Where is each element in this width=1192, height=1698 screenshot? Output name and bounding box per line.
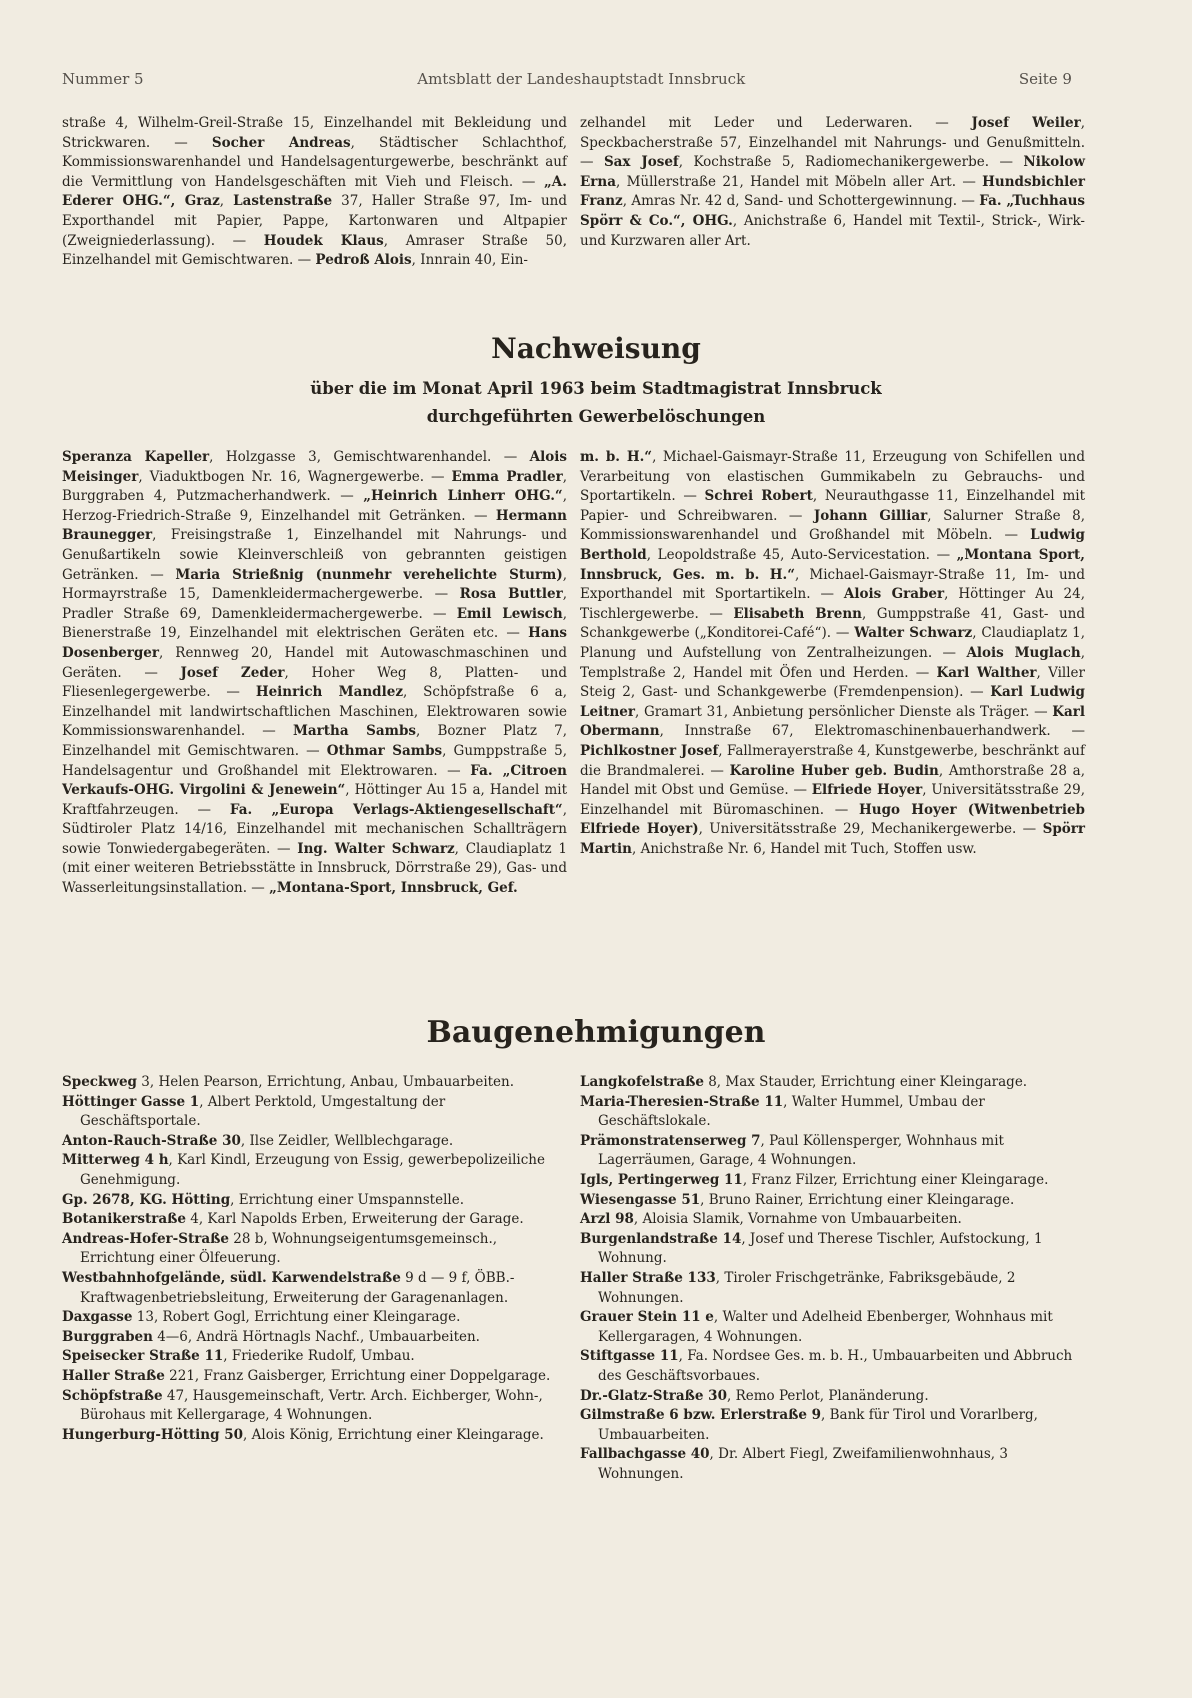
permit-location: Wiesengasse 51: [580, 1191, 701, 1208]
entry-text: , Amraser Straße 50, Einzelhandel mit Gemischtwaren. —: [62, 232, 567, 269]
permit-entry: [62, 1308, 567, 1328]
permit-entry: [62, 1132, 567, 1152]
permit-entry: [580, 1073, 1085, 1093]
entry-name: Ludwig Berthold: [580, 527, 1085, 563]
permit-location: Hungerburg-Hötting 50: [62, 1426, 244, 1443]
entry-name: Maria Strießnig (nunmehr verehelichte Sturm): [175, 566, 563, 583]
entry-name: Elfriede Hoyer: [811, 782, 923, 799]
permit-entry: [62, 1387, 567, 1426]
permit-details: , Bank für Tirol und Vorarlberg, Umbauarbeiten.: [598, 1407, 1038, 1443]
entry-text: , Gramart 31, Anbietung persönlicher Dienste als Träger. —: [634, 703, 1053, 720]
entry-name: Pichlkostner Josef: [580, 742, 719, 759]
entry-name: Hans Dosenberger: [62, 625, 567, 661]
permit-location: Mitterweg 4 h: [62, 1152, 169, 1169]
permit-location: Grauer Stein 11 e: [580, 1309, 714, 1326]
entry-name: Fa. „Citroen Verkaufs-OHG. Virgolini & Jenewein“: [62, 762, 567, 799]
entry-name: Alois Graber: [843, 586, 945, 603]
entry-text: , Gumppstraße 5, Handelsagentur und Großhandel mit Elektrowaren. —: [62, 742, 567, 779]
permit-details: , Albert Perktold, Umgestaltung der Geschäftsportale.: [80, 1093, 446, 1130]
entry-text: , Fallmerayerstraße 4, Kunstgewerbe, beschränkt auf die Brandmalerei. —: [580, 742, 1085, 779]
permit-location: Gp. 2678, KG. Hötting: [62, 1191, 231, 1208]
entry-name: Josef Zeder: [180, 664, 285, 681]
permit-entry: [580, 1308, 1085, 1347]
entry-text: , Anichstraße Nr. 6, Handel mit Tuch, Stoffen usw.: [631, 840, 977, 857]
permit-location: Burggraben: [62, 1328, 153, 1345]
entry-text: , Claudiaplatz 1 (mit einer weiteren Betriebsstätte in Innsbruck, Dörrstraße 29), Gas- und Wasserleitungsinstallation. —: [62, 840, 568, 897]
permit-entry: [62, 1367, 567, 1387]
permit-entry: [580, 1269, 1085, 1308]
permit-entry: [62, 1328, 567, 1348]
permit-details: , Friederike Rudolf, Umbau.: [223, 1348, 415, 1365]
entry-name: „Montana-Sport, Innsbruck, Gef.: [269, 880, 518, 897]
entry-name: Johann Gilliar: [813, 507, 928, 524]
entry-name: Fa. „Tuchhaus Spörr & Co.“, OHG.: [580, 193, 1085, 229]
permit-location: Haller Straße: [62, 1367, 165, 1384]
entry-name: Socher Andreas: [211, 134, 351, 151]
nachweisung-subtitle-line2: durchgeführten Gewerbelöschungen: [426, 407, 766, 426]
permit-location: Langkofelstraße: [580, 1074, 704, 1090]
permit-location: Speisecker Straße 11: [62, 1348, 224, 1365]
entry-text: , Anichstraße 6, Handel mit Textil-, Strick-, Wirk- und Kurzwaren aller Art.: [580, 212, 1085, 249]
permit-details: 221, Franz Gaisberger, Errichtung einer Doppelgarage.: [164, 1367, 551, 1384]
permit-location: Burgenlandstraße 14: [580, 1230, 742, 1247]
nachweisung-left-column: [62, 448, 567, 899]
entry-text: , Speckbacherstraße 57, Einzelhandel mit Nahrungs- und Genußmitteln. —: [580, 115, 1085, 171]
entry-text: , Viller Steig 2, Gast- und Schankgewerbe (Fremdenpension). —: [580, 664, 1085, 701]
entry-text: , Müllerstraße 21, Handel mit Möbeln aller Art. —: [615, 173, 983, 190]
permit-entry: [580, 1387, 1085, 1407]
permit-details: 4, Karl Napolds Erben, Erweiterung der Garage.: [185, 1211, 524, 1228]
entry-name: Hugo Hoyer (Witwenbetrieb Elfriede Hoyer): [580, 801, 1085, 838]
permit-location: Dr.-Glatz-Straße 30: [580, 1387, 727, 1404]
entry-name: Pedroß Alois: [315, 252, 412, 269]
entry-name: Karl Obermann: [580, 703, 1085, 740]
entry-text: , Holzgasse 3, Gemischtwarenhandel. —: [209, 449, 530, 465]
permit-location: Igls, Pertingerweg 11: [580, 1171, 743, 1188]
entry-text: , Höttinger Au 15 a, Handel mit Kraftfahrzeugen. —: [62, 782, 568, 818]
permit-details: , Fa. Nordsee Ges. m. b. H., Umbauarbeiten und Abbruch des Geschäftsvorbaues.: [598, 1348, 1073, 1384]
permit-details: 8, Max Stauder, Errichtung einer Kleingarage.: [703, 1074, 1028, 1090]
entry-text: , Bienerstraße 19, Einzelhandel mit elektrischen Geräten etc. —: [62, 605, 567, 642]
entry-name: Josef Weiler: [971, 115, 1081, 131]
permit-entry: [580, 1406, 1085, 1445]
entry-text: , Hoher Weg 8, Platten- und Fliesenlegergewerbe. —: [62, 664, 567, 701]
entry-name: Alois Muglach: [966, 644, 1081, 661]
permit-details: 9 d — 9 f, ÖBB.-Kraftwagenbetriebsleitung, Erweiterung der Garagenanlagen.: [80, 1269, 515, 1306]
entry-text: zelhandel mit Leder und Lederwaren. —: [580, 115, 972, 131]
entry-name: Hundsbichler Franz: [580, 173, 1085, 210]
entry-name: Rosa Buttler: [459, 586, 563, 603]
nachweisung-left-text: [62, 448, 567, 899]
permit-entry: [580, 1093, 1085, 1132]
permit-location: Speckweg: [62, 1074, 138, 1090]
permit-entry: [62, 1230, 567, 1269]
entry-text: , Herzog-Friedrich-Straße 9, Einzelhandel mit Getränken. —: [62, 488, 567, 524]
permit-entry: [62, 1191, 567, 1211]
entry-text: straße 4, Wilhelm-Greil-Straße 15, Einzelhandel mit Bekleidung und Strickwaren. —: [62, 115, 567, 151]
permit-details: , Walter Hummel, Umbau der Geschäftslokale.: [598, 1093, 985, 1130]
continuation-right-text: [580, 114, 1085, 251]
entry-text: , Burggraben 4, Putzmacherhandwerk. —: [62, 468, 567, 505]
entry-name: Elisabeth Brenn: [733, 605, 862, 622]
permit-details: , Walter und Adelheid Ebenberger, Wohnhaus mit Kellergaragen, 4 Wohnungen.: [598, 1309, 1053, 1345]
entry-name: Alois Meisinger: [62, 449, 567, 485]
baugenehmigungen-left-list: [62, 1073, 567, 1445]
permit-entry: [62, 1347, 567, 1367]
nachweisung-right-text: [580, 448, 1085, 859]
permit-details: 4—6, Andrä Hörtnagls Nachf., Umbauarbeiten.: [152, 1328, 480, 1345]
permit-location: Schöpfstraße: [62, 1387, 163, 1404]
entry-name: Karl Ludwig Leitner: [580, 684, 1085, 720]
permit-entry: [580, 1445, 1085, 1484]
permit-location: Westbahnhofgelände, südl. Karwendelstraße: [62, 1269, 401, 1286]
entry-name: Spörr Martin: [580, 821, 1085, 857]
permit-entry: [62, 1269, 567, 1308]
permit-details: 13, Robert Gogl, Errichtung einer Kleingarage.: [132, 1309, 461, 1326]
permit-location: Anton-Rauch-Straße 30: [62, 1132, 241, 1149]
entry-text: ,: [219, 193, 234, 210]
entry-text: , Pradler Straße 69, Damenkleidermachergewerbe. —: [62, 586, 567, 622]
permit-entry: [580, 1171, 1085, 1191]
permit-location: Haller Straße 133: [580, 1269, 716, 1286]
entry-name: Heinrich Mandlez: [255, 684, 403, 701]
entry-text: , Leopoldstraße 45, Auto-Servicestation. —: [646, 546, 957, 563]
entry-name: m. b. H.“: [580, 449, 653, 465]
permit-location: Daxgasse: [62, 1309, 133, 1326]
nachweisung-subtitle-line1: über die im Monat April 1963 beim Stadtmagistrat Innsbruck: [310, 379, 882, 398]
permit-details: , Errichtung einer Umspannstelle.: [230, 1191, 464, 1208]
entry-text: 37, Haller Straße 97, Im- und Exporthandel mit Papier, Pappe, Kartonwaren und Altpapier (Zweigniederlassung). —: [62, 193, 567, 249]
entry-name: Hermann Braunegger: [62, 507, 567, 544]
permit-entry: [580, 1210, 1085, 1230]
entry-name: „Montana Sport, Innsbruck, Ges. m. b. H.“: [580, 546, 1085, 583]
continuation-left-text: [62, 114, 567, 271]
continuation-left-column: [62, 114, 567, 271]
permit-location: Gilmstraße 6 bzw. Erlerstraße 9: [580, 1407, 822, 1424]
entry-name: Speranza Kapeller: [62, 449, 210, 465]
entry-text: , Salurner Straße 8, Kommissionswarenhandel und Großhandel mit Möbeln. —: [580, 507, 1086, 544]
entry-text: , Claudiaplatz 1, Planung und Aufstellung von Zentralheizungen. —: [580, 625, 1086, 661]
publication-title: Amtsblatt der Landeshauptstadt Innsbruck: [417, 70, 746, 88]
permit-location: Arzl 98: [580, 1211, 634, 1228]
entry-name: „A. Ederer OHG.“, Graz: [62, 173, 567, 210]
entry-text: , Freisingstraße 1, Einzelhandel mit Nahrungs- und Genußartikeln sowie Kleinverschleiß von gebrannten geistigen Getränken. —: [62, 527, 567, 583]
entry-name: Emma Pradler: [451, 468, 563, 485]
entry-name: Ing. Walter Schwarz: [297, 840, 455, 857]
permit-entry: [62, 1426, 567, 1446]
entry-name: Lastenstraße: [233, 193, 333, 210]
permit-entry: [580, 1132, 1085, 1171]
permit-details: , Paul Köllensperger, Wohnhaus mit Lagerräumen, Garage, 4 Wohnungen.: [598, 1132, 1004, 1169]
permit-location: Andreas-Hofer-Straße: [62, 1230, 229, 1247]
entry-name: Walter Schwarz: [854, 625, 973, 642]
entry-name: Othmar Sambs: [326, 742, 443, 759]
permit-details: , Josef und Therese Tischler, Aufstockung, 1 Wohnung.: [598, 1230, 1043, 1267]
permit-entry: [62, 1151, 567, 1190]
permit-details: , Aloisia Slamik, Vornahme von Umbauarbeiten.: [633, 1211, 962, 1228]
permit-entry: [62, 1073, 567, 1093]
entry-text: , Amras Nr. 42 d, Sand- und Schottergewinnung. —: [622, 193, 980, 210]
entry-text: , Michael-Gaismayr-Straße 11, Erzeugung von Schifellen und Verarbeitung von elastischen Gummikabeln zu Gebrauchs- und Sportartikeln. —: [580, 449, 1085, 505]
page-number: Seite 9: [1018, 70, 1072, 88]
entry-name: Fa. „Europa Verlags-Aktiengesellschaft“: [229, 801, 563, 818]
permit-entry: [62, 1093, 567, 1132]
entry-text: , Bozner Platz 7, Einzelhandel mit Gemischtwaren. —: [62, 723, 567, 759]
permit-entry: [580, 1191, 1085, 1211]
permit-details: , Alois König, Errichtung einer Kleingarage.: [243, 1426, 544, 1443]
entry-text: , Gumppstraße 41, Gast- und Schankgewerbe („Konditorei-Café“). —: [580, 605, 1085, 642]
permit-entry: [580, 1230, 1085, 1269]
permit-details: , Ilse Zeidler, Wellblechgarage.: [240, 1132, 454, 1149]
permit-details: , Tiroler Frischgetränke, Fabriksgebäude, 2 Wohnungen.: [598, 1269, 1016, 1306]
entry-text: , Hormayrstraße 15, Damenkleidermachergewerbe. —: [62, 566, 567, 603]
permit-location: Prämonstratenserweg 7: [580, 1132, 761, 1149]
entry-text: , Viaduktbogen Nr. 16, Wagnergewerbe. —: [138, 468, 452, 485]
nachweisung-title: Nachweisung: [491, 332, 701, 365]
permit-details: , Remo Perlot, Planänderung.: [726, 1387, 929, 1404]
entry-name: „Heinrich Linherr OHG.“: [363, 488, 563, 505]
entry-text: , Höttinger Au 24, Tischlergewerbe. —: [580, 586, 1085, 622]
permit-details: , Bruno Rainer, Errichtung einer Kleingarage.: [700, 1191, 1015, 1208]
entry-name: Nikolow Erna: [580, 154, 1085, 190]
entry-text: , Templstraße 2, Handel mit Öfen und Herden. —: [580, 644, 1085, 681]
entry-name: Karl Walther: [936, 664, 1037, 681]
entry-name: Martha Sambs: [292, 723, 416, 740]
entry-text: , Universitätsstraße 29, Mechanikergewerbe. —: [698, 821, 1043, 838]
entry-text: , Städtischer Schlachthof, Kommissionswarenhandel und Handelsagenturgewerbe, beschränkt auf die Vermittlung von Handelsgeschäften mit Vieh und Fleisch. —: [62, 134, 567, 190]
baugenehmigungen-right-list: [580, 1073, 1085, 1484]
entry-text: , Innstraße 67, Elektromaschinenbauerhandwerk. —: [659, 723, 1085, 740]
entry-name: Emil Lewisch: [456, 605, 563, 622]
permit-details: , Karl Kindl, Erzeugung von Essig, gewerbepolizeiliche Genehmigung.: [80, 1152, 545, 1188]
issue-number: Nummer 5: [62, 70, 144, 88]
entry-text: , Universitätsstraße 29, Einzelhandel mit Büromaschinen. —: [580, 782, 1085, 818]
entry-name: Houdek Klaus: [263, 232, 384, 249]
entry-text: , Michael-Gaismayr-Straße 11, Im- und Exporthandel mit Sportartikeln. —: [580, 566, 1085, 603]
baugenehmigungen-title: Baugenehmigungen: [426, 1015, 766, 1050]
entry-text: , Amthorstraße 28 a, Handel mit Obst und Gemüse. —: [580, 762, 1085, 799]
continuation-right-column: [580, 114, 1085, 251]
permit-location: Fallbachgasse 40: [580, 1446, 710, 1463]
permit-entry: [62, 1210, 567, 1230]
permit-entry: [580, 1347, 1085, 1386]
entry-text: , Schöpfstraße 6 a, Einzelhandel mit landwirtschaftlichen Maschinen, Elektrowaren sowie Kommissionswarenhandel. —: [62, 684, 567, 740]
entry-text: , Südtiroler Platz 14/16, Einzelhandel mit mechanischen Schallträgern sowie Tonwiedergabegeräten. —: [62, 801, 567, 857]
entry-text: , Kochstraße 5, Radiomechanikergewerbe. —: [678, 154, 1024, 171]
nachweisung-right-column: [580, 448, 1085, 859]
permit-details: 3, Helen Pearson, Errichtung, Anbau, Umbauarbeiten.: [137, 1074, 515, 1090]
permit-details: , Franz Filzer, Errichtung einer Kleingarage.: [742, 1171, 1049, 1188]
permit-details: 28 b, Wohnungseigentumsgemeinsch., Errichtung einer Ölfeuerung.: [80, 1230, 498, 1267]
entry-text: , Neurauthgasse 11, Einzelhandel mit Papier- und Schreibwaren. —: [580, 488, 1085, 524]
entry-text: , Innrain 40, Ein-: [411, 252, 528, 269]
permit-details: 47, Hausgemeinschaft, Vertr. Arch. Eichberger, Wohn-, Bürohaus mit Kellergarage, 4 Wohnungen.: [80, 1387, 543, 1424]
permit-details: , Dr. Albert Fiegl, Zweifamilienwohnhaus, 3 Wohnungen.: [598, 1446, 1008, 1482]
permit-location: Maria-Theresien-Straße 11: [580, 1093, 784, 1110]
permit-location: Stiftgasse 11: [580, 1348, 679, 1365]
permit-location: Botanikerstraße: [62, 1211, 186, 1228]
entry-name: Karoline Huber geb. Budin: [729, 762, 939, 779]
running-head: [62, 70, 1072, 88]
entry-text: , Rennweg 20, Handel mit Autowaschmaschinen und Geräten. —: [62, 644, 567, 681]
entry-name: Schrei Robert: [704, 488, 813, 505]
permit-location: Höttinger Gasse 1: [62, 1093, 200, 1110]
entry-name: Sax Josef: [603, 154, 679, 171]
